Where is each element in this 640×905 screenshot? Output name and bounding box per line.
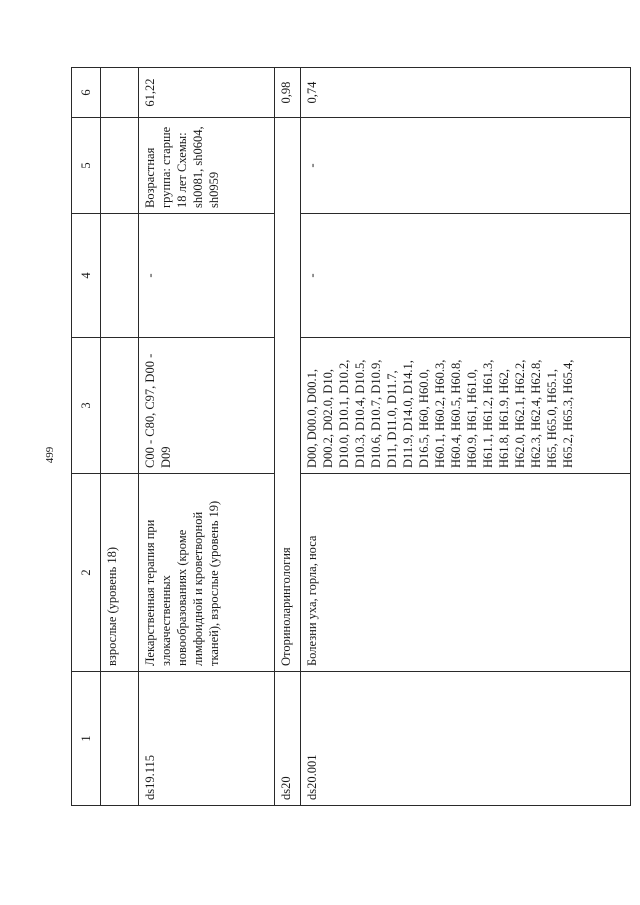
code-cell: ds20.001: [301, 672, 631, 806]
name-cell: Болезни уха, горла, носа: [301, 474, 631, 672]
section-coefficient-cell: 0,98: [275, 68, 301, 118]
code-cell: ds19.115: [139, 672, 275, 806]
header-col-5: 5: [72, 118, 101, 214]
table-row: [139, 68, 275, 806]
icd-cell: C00 - C80, C97, D00 - D09: [139, 338, 275, 474]
coefficient-cell: 0,74: [301, 68, 631, 118]
name-cell: Лекарственная терапия при злокачественных новообразованиях (кроме лимфоидной и кроветворной тканей), взрослые (уровень 19): [139, 474, 275, 672]
header-col-4: 4: [72, 214, 101, 338]
service-cell: -: [139, 214, 275, 338]
header-col-1: 1: [72, 672, 101, 806]
header-col-2: 2: [72, 474, 101, 672]
icd-cell: D00, D00.0, D00.1, D00.2, D02.0, D10, D10.0, D10.1, D10.2, D10.3, D10.4, D10.5, D10.6, D10.7, D10.9, D11, D11.0, D11.7, D11.9, D14.0, D14.1, D16.5, H60, H60.0, H60.1, H60.2, H60.3, H60.4, H60.5, H60.8, H60.9, H61, H61.0, H61.1, H61.2, H61.3, H61.8, H61.9, H62, H62.0, H62.1, H62.2, H62.3, H62.4, H62.8, H65, H65.0, H65.1, H65.2, H65.3, H65.4,: [301, 338, 631, 474]
coefficient-cell: 61,22: [139, 68, 275, 118]
service-cell: [101, 214, 139, 338]
header-col-6: 6: [72, 68, 101, 118]
ksg-table: [71, 67, 631, 806]
coefficient-cell: [101, 68, 139, 118]
criteria-cell: [101, 118, 139, 214]
page-number: 499: [44, 446, 56, 464]
section-row: [275, 68, 301, 806]
service-cell: -: [301, 214, 631, 338]
header-row: [72, 68, 101, 806]
icd-cell: [101, 338, 139, 474]
header-col-3: 3: [72, 338, 101, 474]
table-row: [301, 68, 631, 806]
section-code-cell: ds20: [275, 672, 301, 806]
criteria-cell: Возрастная группа: старше 18 лет Схемы: sh0081, sh0604, sh0959: [139, 118, 275, 214]
name-cell: взрослые (уровень 18): [101, 474, 139, 672]
code-cell: [101, 672, 139, 806]
table-row: [101, 68, 139, 806]
criteria-cell: -: [301, 118, 631, 214]
section-name-cell: Оториноларингология: [275, 118, 301, 672]
rotated-table-container: [71, 68, 631, 806]
